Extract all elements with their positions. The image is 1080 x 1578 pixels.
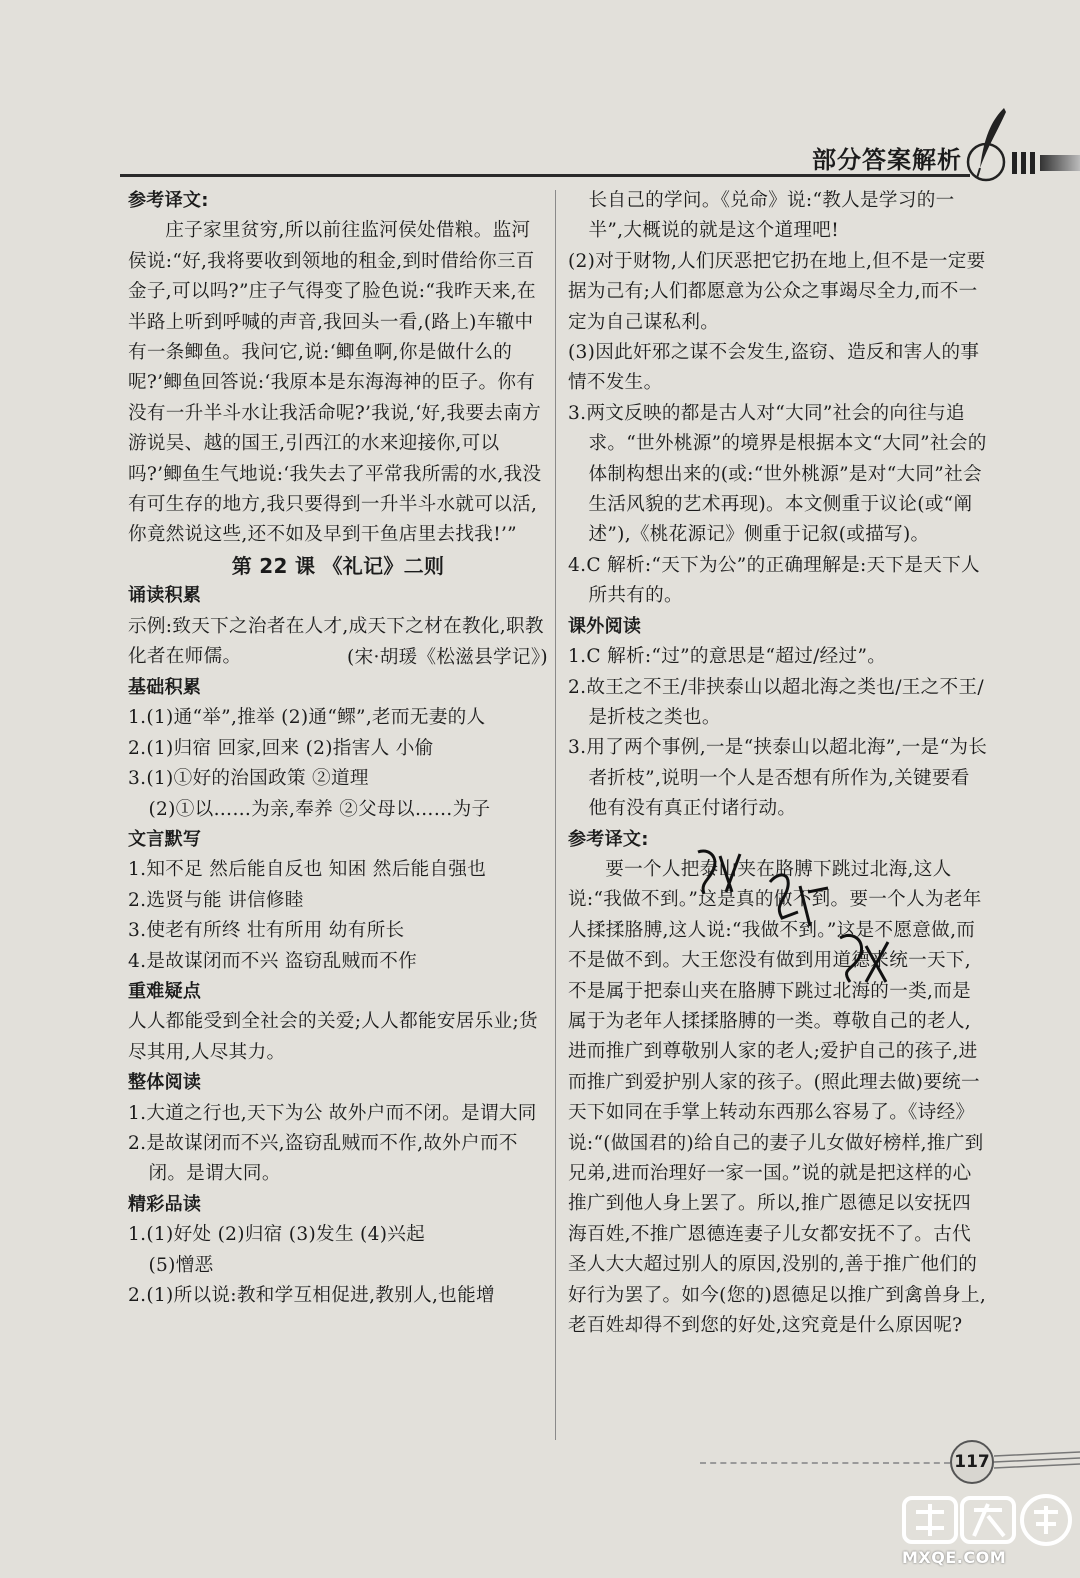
section-heading-highlights: 精彩品读 (128, 1193, 202, 1215)
recite-text: 示例:致天下之治者在人才,成天下之材在教化,职教化者在师儒。 (128, 615, 544, 668)
ref-paragraph-right: 要一个人把泰山夹在胳膊下跳过北海,这人说:“我做不到。”这是真的做不到。要一个人为老年人揉揉胳膊,这人说:“我做不到。”这是不愿意做,而不是做不到。大王您没有做到用道德来统一天下,不是属于把泰山夹在胳膊下跳过北海的一类,而是属于为老年人揉揉胳膊的一类。尊敬自己的老人,进而推广到尊敬别人家的老人;爱护自己的孩子,进而推广到爱护别人家的孩子。(照此理去做)要统一天下如同在手掌上转动东西那么容易了。《诗经》说:“(做国君的)给自己的妻子儿女做好榜样,推广到兄弟,进而治理好一家一国。”说的就是把这样的心推广到他人身上罢了。所以,推广恩德足以安抚四海百姓,不推广恩德连妻子儿女都安抚不了。古代圣人大大超过别人的原因,没别的,善于推广他们的好行为罢了。如今(您的)恩德足以推广到禽兽身上,老百姓却得不到您的好处,这究竟是什么原因呢? (568, 858, 987, 1337)
header-bars (1012, 152, 1080, 174)
recite-source: (宋·胡瑗《松滋县学记》) (347, 646, 548, 668)
right-column (568, 186, 988, 1341)
list-item: 3.两文反映的都是古人对“大同”社会的向往与追求。“世外桃源”的境界是根据本文“大同”社会的体制构想出来的(或:“世外桃源”是对“大同”社会生活风貌的艺术再现)。本文侧重于议论(或“阐述”),《桃花源记》侧重于记叙(或描写)。 (568, 402, 987, 546)
continued-text: 长自己的学问。《兑命》说:“教人是学习的一半”,大概说的就是这个道理吧! (588, 190, 955, 242)
section-heading-recite: 诵读积累 (128, 585, 202, 607)
footer-lines (994, 1450, 1080, 1472)
page-header (120, 128, 1080, 180)
left-column (128, 186, 548, 1311)
section-heading-extra-reading: 课外阅读 (568, 615, 642, 637)
lesson-title: 第 22 课 《礼记》二则 (231, 553, 445, 578)
list-item: 1.大道之行也,天下为公 故外户而不闭。是谓大同 (128, 1102, 537, 1124)
list-item: 2.是故谋闭而不兴,盗窃乱贼而不作,故外户而不闭。是谓大同。 (128, 1133, 518, 1185)
list-item: 4.C 解析:“天下为公”的正确理解是:天下是天下人所共有的。 (568, 554, 980, 607)
list-item: 3.(1)①好的治国政策 ②道理 (128, 768, 369, 790)
list-item: 1.(1)好处 (2)归宿 (3)发生 (4)兴起 (128, 1224, 426, 1246)
list-item-sub: (2)①以……为亲,奉养 ②父母以……为子 (148, 798, 491, 820)
list-item: (3)因此奸邪之谋不会发生,盗窃、造反和害人的事情不发生。 (568, 342, 980, 394)
list-item: 2.(1)所以说:教和学互相促进,教别人,也能增 (128, 1285, 495, 1307)
list-item: (2)对于财物,人们厌恶把它扔在地上,但不是一定要据为己有;人们都愿意为公众之事竭尽全力,而不一定为自己谋私利。 (568, 250, 986, 333)
page-number: 117 (950, 1440, 994, 1484)
handwriting-scribble (690, 842, 910, 992)
list-item: 3.用了两个事例,一是“挟泰山以超北海”,一是“为长者折枝”,说明一个人是否想有所作为,关键要看他有没有真正付诸行动。 (568, 737, 988, 820)
quill-icon (964, 106, 1010, 186)
list-item: 2.故王之不王/非挟泰山以超北海之类也/王之不王/是折枝之类也。 (568, 676, 984, 728)
list-item: 4.是故谋闭而不兴 盗窃乱贼而不作 (128, 950, 418, 972)
ref-heading-right: 参考译文: (568, 828, 649, 850)
footer-dash (700, 1462, 950, 1464)
header-title: 部分答案解析 (812, 146, 962, 174)
list-item: 3.使老有所终 壮有所用 幼有所长 (128, 920, 405, 942)
list-item: 2.选贤与能 讲信修睦 (128, 889, 304, 911)
list-item: 2.(1)归宿 回家,回来 (2)指害人 小偷 (128, 737, 434, 759)
watermark-site: MXQE.COM (902, 1548, 1007, 1567)
section-heading-key-points: 重难疑点 (128, 980, 202, 1002)
ref-paragraph-left: 庄子家里贫穷,所以前往监河侯处借粮。监河侯说:“好,我将要收到领地的租金,到时借给你三百金子,可以吗?”庄子气得变了脸色说:“我昨天来,在半路上听到呼喊的声音,我回头一看,(路上)车辙中有一条鲫鱼。我问它,说:‘鲫鱼啊,你是做什么的呢?’鲫鱼回答说:‘我原本是东海海神的臣子。你有没有一升半斗水让我活命呢?’我说,‘好,我要去南方游说吴、越的国王,引西江的水来迎接你,可以吗?’鲫鱼生气地说:‘我失去了平常我所需的水,我没有可生存的地方,我只要得到一升半斗水就可以活,你竟然说这些,还不如及早到干鱼店里去找我!’” (128, 220, 542, 546)
list-item: 1.(1)通“举”,推举 (2)通“鳏”,老而无妻的人 (128, 707, 486, 729)
list-item-sub: (5)憎恶 (148, 1254, 214, 1276)
section-heading-dictation: 文言默写 (128, 828, 202, 850)
ref-heading-left: 参考译文: (128, 190, 209, 211)
column-divider (555, 190, 556, 1440)
watermark (900, 1490, 1080, 1578)
section-heading-overall: 整体阅读 (128, 1072, 202, 1094)
key-points-text: 人人都能受到全社会的关爱;人人都能安居乐业;货尽其用,人尽其力。 (128, 1011, 538, 1063)
watermark-logo (900, 1490, 1080, 1550)
list-item: 1.知不足 然后能自反也 知困 然后能自强也 (128, 859, 487, 881)
list-item: 1.C 解析:“过”的意思是“超过/经过”。 (568, 646, 887, 668)
section-heading-basics: 基础积累 (128, 676, 202, 698)
